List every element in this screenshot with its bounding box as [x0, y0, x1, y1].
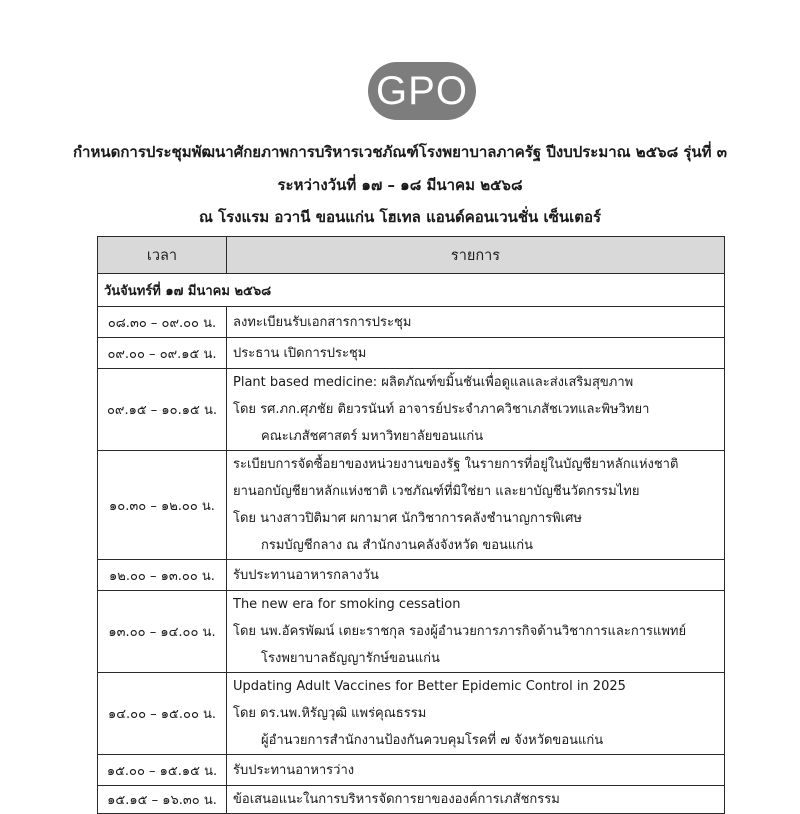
item-line: คณะเภสัชศาสตร์ มหาวิทยาลัยขอนแก่น — [261, 429, 484, 444]
table-row — [98, 307, 725, 338]
row-time: ๐๙.๑๕ – ๑๐.๑๕ น. — [98, 369, 227, 451]
table-row — [98, 369, 725, 451]
table-row — [98, 673, 725, 755]
row-item — [227, 369, 725, 451]
item-line: โดย ดร.นพ.หิรัญวุฒิ แพร่คุณธรรม — [233, 706, 427, 721]
document-title: กำหนดการประชุมพัฒนาศักยภาพการบริหารเวชภัณฑ์โรงพยาบาลภาครัฐ ปีงบประมาณ ๒๕๖๘ รุ่นที่ ๓ — [72, 143, 728, 161]
agenda-table — [97, 236, 725, 814]
item-line: ยานอกบัญชียาหลักแห่งชาติ เวชภัณฑ์ที่มิใช่ยา และยาบัญชีนวัตกรรมไทย — [233, 484, 640, 499]
table-row — [98, 591, 725, 673]
item-line: โดย นพ.อัครพัฒน์ เตยะราชกุล รองผู้อำนวยการภารกิจด้านวิชาการและการแพทย์ — [233, 624, 687, 639]
row-item — [227, 673, 725, 755]
item-line: รับประทานอาหารกลางวัน — [233, 567, 379, 583]
row-item — [227, 755, 725, 786]
column-header-time: เวลา — [98, 237, 227, 274]
row-time: ๐๙.๐๐ – ๐๙.๑๕ น. — [98, 338, 227, 369]
column-header-agenda: รายการ — [227, 237, 725, 274]
row-item — [227, 451, 725, 560]
item-line: The new era for smoking cessation — [233, 597, 461, 612]
row-time: ๑๔.๐๐ – ๑๕.๐๐ น. — [98, 673, 227, 755]
item-line: Plant based medicine: ผลิตภัณฑ์ขมิ้นชันเพื่อดูแลและส่งเสริมสุขภาพ — [233, 375, 634, 390]
item-line: โดย นางสาวปิติมาศ ผกามาศ นักวิชาการคลังชำนาญการพิเศษ — [233, 511, 582, 526]
table-row — [98, 755, 725, 786]
item-line: ข้อเสนอแนะในการบริหารจัดการยาขององค์การเภสัชกรรม — [233, 792, 560, 807]
gpo-logo — [368, 62, 476, 120]
item-line: ลงทะเบียนรับเอกสารการประชุม — [233, 314, 412, 330]
table-row — [98, 338, 725, 369]
item-line: ระเบียบการจัดซื้อยาของหน่วยงานของรัฐ ในรายการที่อยู่ในบัญชียาหลักแห่งชาติ — [233, 457, 679, 472]
row-item — [227, 591, 725, 673]
row-time: ๑๓.๐๐ – ๑๔.๐๐ น. — [98, 591, 227, 673]
document-venue: ณ โรงแรม อวานี ขอนแก่น โฮเทล แอนด์คอนเวนชั่น เซ็นเตอร์ — [198, 208, 602, 226]
logo-text: GPO — [376, 68, 468, 113]
item-line: Updating Adult Vaccines for Better Epidemic Control in 2025 — [233, 679, 626, 694]
item-line: ผู้อำนวยการสำนักงานป้องกันควบคุมโรคที่ ๗ จังหวัดขอนแก่น — [261, 733, 604, 748]
table-row — [98, 451, 725, 560]
row-item — [227, 560, 725, 591]
item-line: ประธาน เปิดการประชุม — [233, 345, 367, 361]
item-line: โดย รศ.ภก.ศุภชัย ติยวรนันท์ อาจารย์ประจำภาควิชาเภสัชเวทและพิษวิทยา — [233, 402, 650, 417]
item-line: โรงพยาบาลธัญญารักษ์ขอนแก่น — [261, 651, 440, 666]
row-time: ๑๒.๐๐ – ๑๓.๐๐ น. — [98, 560, 227, 591]
row-time: ๑๕.๑๕ – ๑๖.๓๐ น. — [98, 786, 227, 814]
row-time: ๑๕.๐๐ – ๑๕.๑๕ น. — [98, 755, 227, 786]
row-item — [227, 307, 725, 338]
row-time: ๑๐.๓๐ – ๑๒.๐๐ น. — [98, 451, 227, 560]
table-header-row — [98, 237, 725, 274]
item-line: กรมบัญชีกลาง ณ สำนักงานคลังจังหวัด ขอนแก่น — [261, 538, 534, 553]
day-row — [98, 274, 725, 307]
day-label: วันจันทร์ที่ ๑๗ มีนาคม ๒๕๖๘ — [98, 274, 725, 307]
item-line: รับประทานอาหารว่าง — [233, 762, 355, 778]
document-dates: ระหว่างวันที่ ๑๗ – ๑๘ มีนาคม ๒๕๖๘ — [277, 176, 523, 194]
row-time: ๐๘.๓๐ – ๐๙.๐๐ น. — [98, 307, 227, 338]
row-item — [227, 338, 725, 369]
table-row — [98, 560, 725, 591]
